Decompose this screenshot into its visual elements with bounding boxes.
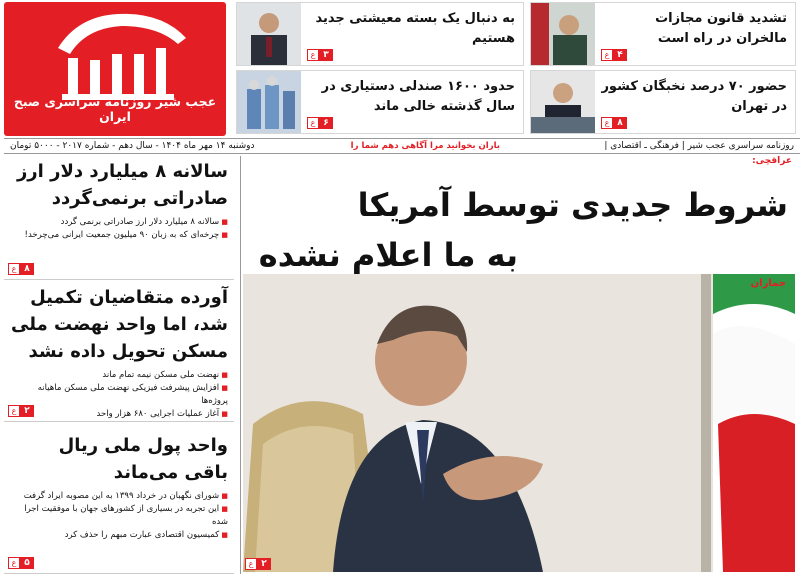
publication-info: روزنامه سراسری عجب شیر | فرهنگی ـ اقتصادی | — [604, 141, 794, 151]
page-ref: ع ۳ — [307, 49, 333, 61]
list-item: ■ چرخه‌ای که به زبان ۹۰ میلیون جمعیت ایرانی می‌چرخد! — [10, 229, 228, 242]
page-ref: ع ۲ — [8, 405, 34, 417]
teaser-headline: به دنبال یک بسته معیشتی جدید هستیم — [315, 11, 515, 46]
page-ref: ع ۸ — [601, 117, 627, 129]
list-item: ■ افزایش پیشرفت فیزیکی نهضت ملی مسکن ماهیانه پروژه‌ها — [10, 382, 228, 408]
list-item: ■ آغاز عملیات اجرایی ۶۸۰ هزار واحد — [10, 408, 228, 421]
dateline-bar — [4, 138, 800, 154]
side-story-bullets — [4, 486, 234, 542]
page-ref: ع ۸ — [8, 263, 34, 275]
side-story-headline: سالانه ۸ میلیارد دلار ارز صادراتی برنمی‌گردد — [16, 161, 228, 209]
side-story-headline: واحد پول ملی ریال باقی می‌ماند — [58, 435, 228, 483]
list-item: ■ این تجربه در بسیاری از کشورهای جهان با موفقیت اجرا شده — [10, 503, 228, 529]
newspaper-logo[interactable] — [4, 2, 226, 136]
teaser-photo — [237, 71, 301, 133]
list-item: ■ سالانه ۸ میلیارد دلار ارز صادراتی برنمی گردد — [10, 216, 228, 229]
side-column — [4, 156, 234, 574]
page-ref: ع ۶ — [307, 117, 333, 129]
lion-logo-icon — [38, 8, 198, 100]
page-ref: ع ۲ — [245, 558, 271, 570]
page-ref: ع ۵ — [8, 557, 34, 569]
teaser-story[interactable] — [236, 2, 524, 66]
list-item: ■ نهضت ملی مسکن نیمه تمام ماند — [10, 369, 228, 382]
teaser-story[interactable] — [530, 70, 796, 134]
lead-headline-line: به ما اعلام نشده — [258, 236, 518, 274]
lead-photo — [243, 274, 795, 572]
side-story[interactable] — [4, 432, 234, 574]
page-ref: ع ۴ — [601, 49, 627, 61]
teaser-photo — [531, 3, 595, 65]
teaser-story[interactable] — [236, 70, 524, 134]
teaser-headline: حدود ۱۶۰۰ صندلی دستیاری در سال گذشته خالی ماند — [321, 79, 515, 114]
lead-story[interactable] — [240, 156, 796, 574]
photo-credit: جماران — [750, 278, 786, 289]
masthead-tagline: عجب شیر روزنامه سراسری صبح ایران — [13, 94, 217, 124]
side-story-headline: آورده متقاضیان تکمیل شد، اما واحد نهضت ملی مسکن تحویل داده نشد — [11, 287, 228, 362]
teaser-photo — [531, 71, 595, 133]
teaser-photo — [237, 3, 301, 65]
side-story-bullets — [4, 365, 234, 421]
issue-info: دوشنبه ۱۴ مهر ماه ۱۴۰۴ - سال دهم - شماره ۲۰۱۷ - ۵۰۰۰ تومان — [10, 141, 255, 151]
slogan: باران بخوانید مرا آگاهی دهم شما را — [350, 141, 500, 151]
side-story[interactable] — [4, 284, 234, 422]
list-item: ■ شورای نگهبان در خرداد ۱۳۹۹ به این مصوبه ایراد گرفت — [10, 490, 228, 503]
list-item: ■ کمیسیون اقتصادی عبارت مبهم را حذف کرد — [10, 529, 228, 542]
teaser-headline: تشدید قانون مجازات مالخران در راه است — [655, 11, 787, 46]
lead-headline-line: شروط جدیدی توسط آمریکا — [357, 186, 788, 224]
lead-headline — [248, 180, 788, 280]
side-story[interactable] — [4, 158, 234, 280]
lead-kicker: عراقچی: — [752, 156, 792, 166]
teaser-headline: حضور ۷۰ درصد نخبگان کشور در تهران — [601, 79, 787, 114]
masthead — [0, 0, 800, 151]
side-story-bullets — [4, 212, 234, 242]
teaser-story[interactable] — [530, 2, 796, 66]
